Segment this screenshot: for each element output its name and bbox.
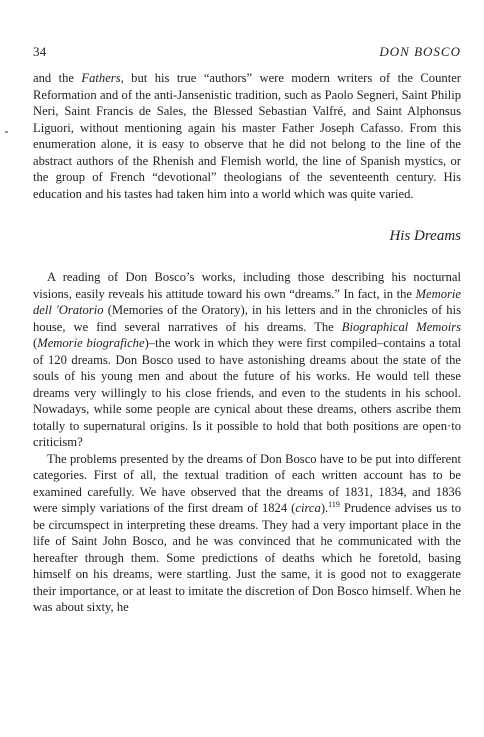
- page-number: 34: [33, 44, 47, 59]
- text-run: (Memories of the Oratory), in his letters and in the chronicles of his house, we find several narratives of his dreams. The: [33, 303, 462, 334]
- paragraph-dreams-intro: [33, 269, 461, 451]
- footnote-marker[interactable]: 119: [328, 499, 340, 509]
- paragraph-dream-problems: [33, 451, 461, 616]
- text-run: and the: [33, 71, 82, 85]
- text-run: The problems presented by the dreams of Don Bosco have to be put into different categories. First of all, the textual tradition of each written account has to be examined carefully. We have observed that the dreams of 1831, 1834, and 1836 were simply variations of the first dream of 1824 (: [33, 451, 461, 515]
- text-run: , but his true “authors” were modern writers of the Counter Reformation and of the anti-Jansenistic tradition, such as Paolo Segneri, Saint Philip Neri, Saint Francis de Sales, the Blessed Sebastian Valfré, and Saint Alphonsus Liguori, without mentioning again his master Father Joseph Cafasso. From this enumeration alone, it is easy to observe that he did not belong to the line of the abstract authors of the Rhenish and Flemish world, the line of Spanish mystics, or the group of French “devotional” theologians of the seventeenth century. His education and his tastes had taken him into a world which was quite varied.: [33, 71, 461, 201]
- italic-run: Memorie dell 'Oratorio: [33, 286, 461, 317]
- running-title: DON BOSCO: [379, 44, 461, 59]
- italic-run: circa: [295, 501, 321, 515]
- italic-run: Memorie biografiche: [37, 336, 145, 350]
- text-run: ).: [320, 501, 329, 515]
- paragraph-continued: [33, 70, 461, 202]
- section-heading: His Dreams: [389, 228, 461, 244]
- text-run: )–the work in which they were first compiled–contains a total of 120 dreams. Don Bosco used to have astonishing dreams about the state of the souls of his young men and about the future of his works. He would tell these dreams very willingly to his close friends, and even to the students in his school. Nowadays, while some people are cynical about these dreams, others ascribe them totally to supernatural origins. Is it possible to hold that both positions are open·to criticism?: [33, 336, 462, 449]
- italic-run: Fathers: [81, 71, 121, 85]
- page-header: [33, 44, 461, 70]
- text-run: Prudence advises us to be circumspect in interpreting these dreams. They had a very important place in the life of Saint John Bosco, and he was convinced that he communicated with the hereafter through them. Some predictions of deaths which he foretold, basing himself on his dreams, were startling. Just the same, it is good not to exaggerate their importance, or at least to imitate the discretion of Don Bosco himself. When he was about sixty, he: [33, 501, 461, 614]
- margin-mark: [5, 131, 8, 133]
- text-run: A reading of Don Bosco’s works, including those describing his nocturnal visions, easily reveals his attitude toward his own “dreams.” In fact, in the: [33, 270, 461, 301]
- book-page: [33, 44, 461, 616]
- italic-run: Biographical Memoirs: [341, 319, 462, 334]
- text-run: (: [33, 336, 38, 350]
